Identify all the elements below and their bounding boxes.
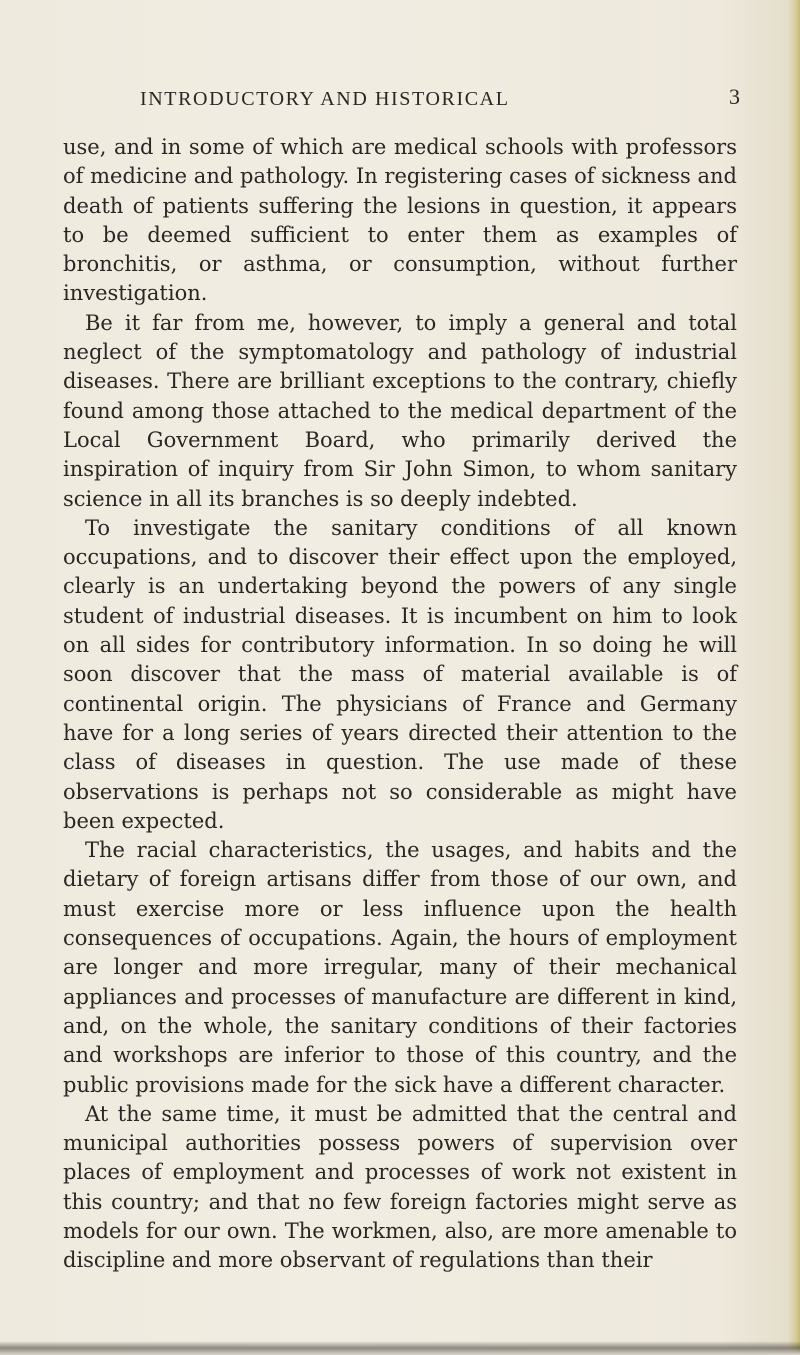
paragraph: Be it far from me, however, to imply a general and total neglect of the symptomatology and pathology of industrial diseases. There are brilliant exceptions to the contrary, chiefly found among those attached to the medical department of the Local Government Board, who primarily derived the inspiration of inquiry from Sir John Simon, to whom sanitary science in all its branches is so deeply indebted. (63, 310, 737, 511)
page-number: 3 (729, 84, 740, 109)
paragraph: At the same time, it must be admitted that the central and municipal authorities possess powers of supervision over places of employment and processes of work not existent in this country; and that no few foreign factories might serve as models for our own. The workmen, also, are more amenable to discipline and more observant of regulations than their (63, 1101, 737, 1273)
running-head: INTRODUCTORY AND HISTORICAL (140, 88, 510, 110)
paragraph: To investigate the sanitary conditions of all known occupations, and to discover their effect upon the employed, clearly is an undertaking beyond the powers of any single student of industrial diseases. It is incumbent on him to look on all sides for contributory information. In so doing he will soon discover that the mass of material available is of continental origin. The physicians of France and Germany have for a long series of years directed their attention to the class of diseases in question. The use made of these observations is perhaps not so considerable as might have been expected. (63, 515, 737, 833)
paragraph: The racial characteristics, the usages, and habits and the dietary of foreign artisans differ from those of our own, and must exercise more or less influence upon the health consequences of occupations. Again, the hours of employment are longer and more irregular, many of their mechanical appliances and processes of manufacture are different in kind, and, on the whole, the sanitary conditions of their factories and workshops are inferior to those of this country, and the public provisions made for the sick have a different character. (63, 838, 737, 1097)
paragraph-continued: use, and in some of which are medical schools with professors of medicine and pathology. In registering cases of sickness and death of patients suffering the lesions in question, it appears to be deemed sufficient to enter them as examples of bronchitis, or asthma, or consumption, without further investigation. (63, 135, 737, 306)
body-text (63, 133, 737, 1276)
page-bottom-edge (0, 1341, 800, 1355)
page-edge-shadow (788, 0, 800, 1355)
page-header (140, 84, 740, 118)
